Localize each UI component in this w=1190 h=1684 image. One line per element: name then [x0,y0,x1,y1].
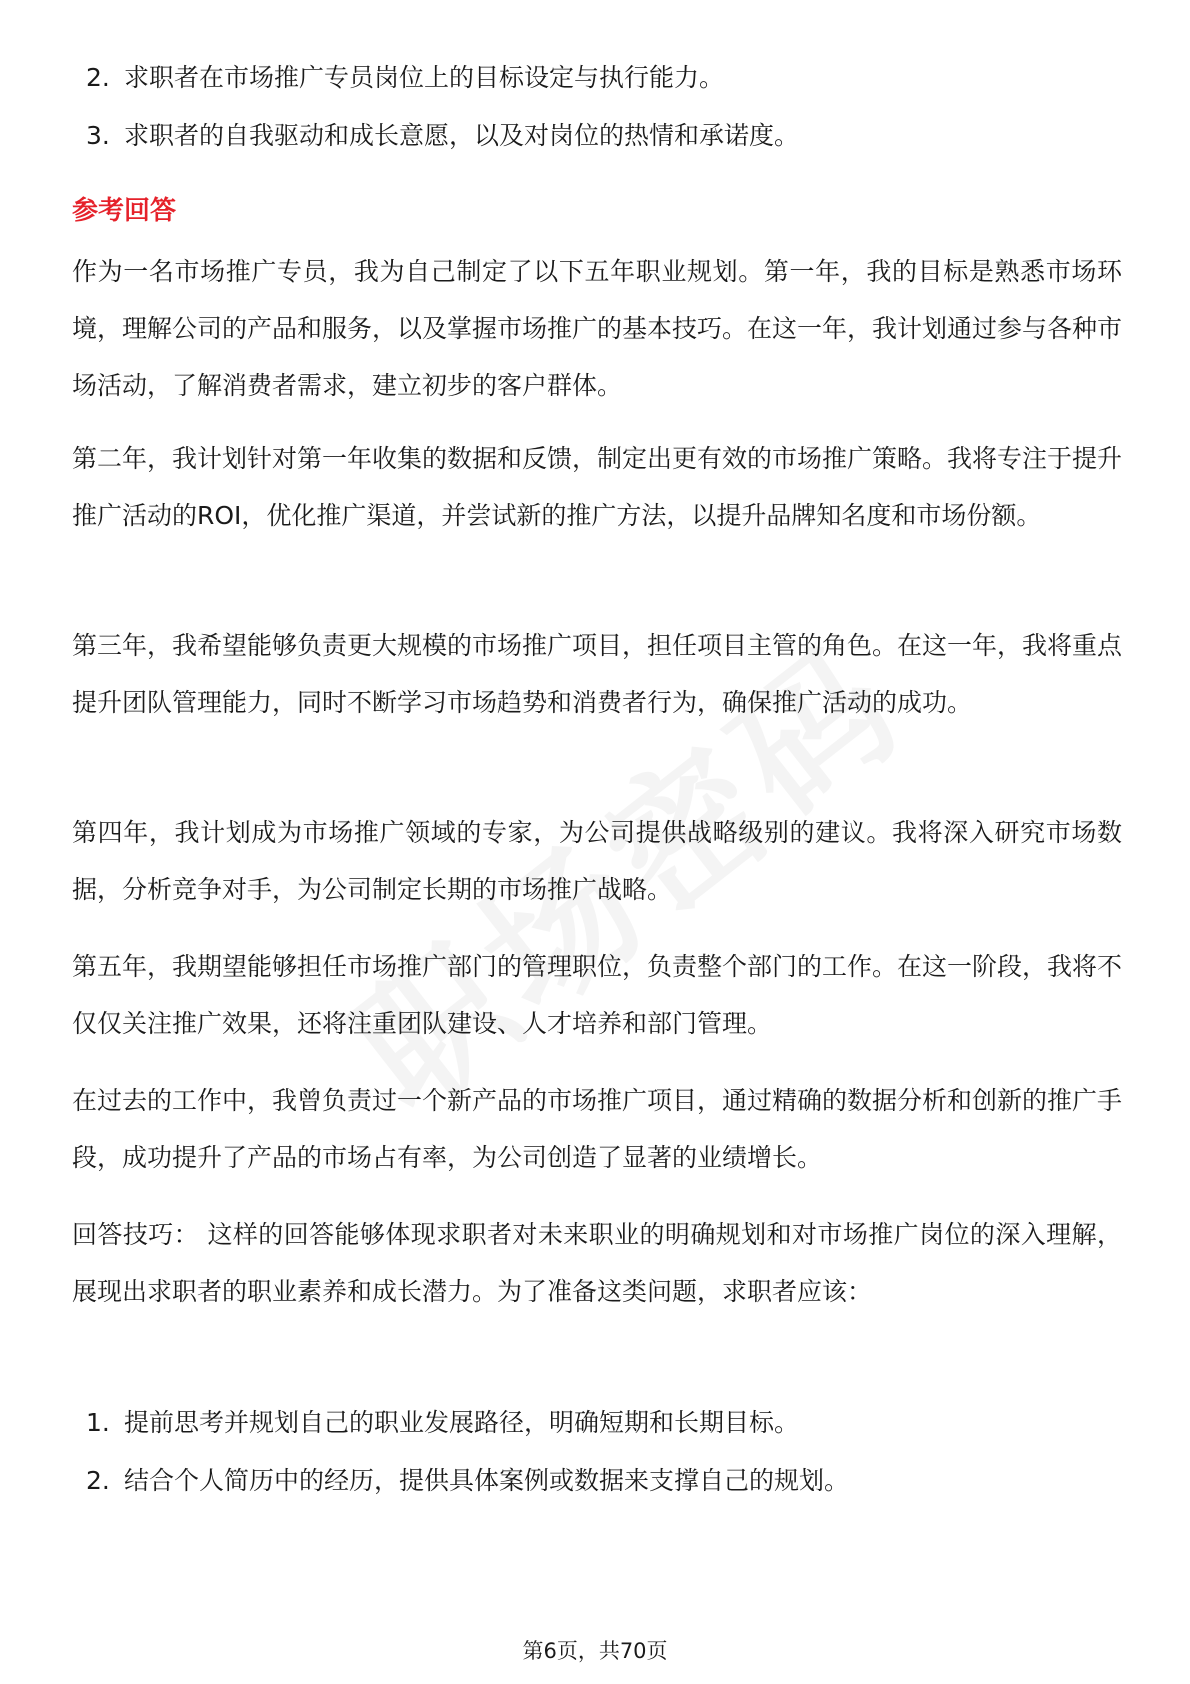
list-item-number: 3. [86,121,110,150]
list-item-text: 求职者的自我驱动和成长意愿，以及对岗位的热情和承诺度。 [124,121,800,150]
list-item [86,1452,849,1510]
paragraph: 第五年，我期望能够担任市场推广部门的管理职位，负责整个部门的工作。在这一阶段，我将不仅仅关注推广效果，还将注重团队建设、人才培养和部门管理。 [72,952,1123,1038]
list-item-text: 求职者在市场推广专员岗位上的目标设定与执行能力。 [124,63,725,92]
list-item [86,1394,849,1452]
paragraph: 第四年，我计划成为市场推广领域的专家，为公司提供战略级别的建议。我将深入研究市场数据，分析竞争对手，为公司制定长期的市场推广战略。 [72,818,1122,904]
paragraph: 作为一名市场推广专员，我为自己制定了以下五年职业规划。第一年，我的目标是熟悉市场环境，理解公司的产品和服务，以及掌握市场推广的基本技巧。在这一年，我计划通过参与各种市场活动，了解消费者需求，建立初步的客户群体。 [72,257,1123,400]
list-item [86,49,799,107]
top-numbered-list [86,49,799,165]
list-item-number: 2. [86,63,110,92]
paragraph: 在过去的工作中，我曾负责过一个新产品的市场推广项目，通过精确的数据分析和创新的推广手段，成功提升了产品的市场占有率，为公司创造了显著的业绩增长。 [72,1086,1123,1172]
list-item-text: 提前思考并规划自己的职业发展路径，明确短期和长期目标。 [124,1408,800,1437]
list-item-number: 2. [86,1466,110,1495]
list-item-text: 结合个人简历中的经历，提供具体案例或数据来支撑自己的规划。 [124,1466,850,1495]
bottom-numbered-list [86,1394,849,1510]
section-heading: 参考回答 [72,196,177,226]
list-item [86,107,799,165]
paragraph: 回答技巧： 这样的回答能够体现求职者对未来职业的明确规划和对市场推广岗位的深入理解，展现出求职者的职业素养和成长潜力。为了准备这类问题，求职者应该： [72,1220,1122,1306]
list-item-number: 1. [86,1408,110,1437]
page-number-footer: 第6页，共70页 [522,1639,668,1663]
paragraph: 第二年，我计划针对第一年收集的数据和反馈，制定出更有效的市场推广策略。我将专注于提升推广活动的ROI，优化推广渠道，并尝试新的推广方法，以提升品牌知名度和市场份额。 [72,444,1123,530]
paragraph: 第三年，我希望能够负责更大规模的市场推广项目，担任项目主管的角色。在这一年，我将重点提升团队管理能力，同时不断学习市场趋势和消费者行为，确保推广活动的成功。 [72,631,1123,717]
